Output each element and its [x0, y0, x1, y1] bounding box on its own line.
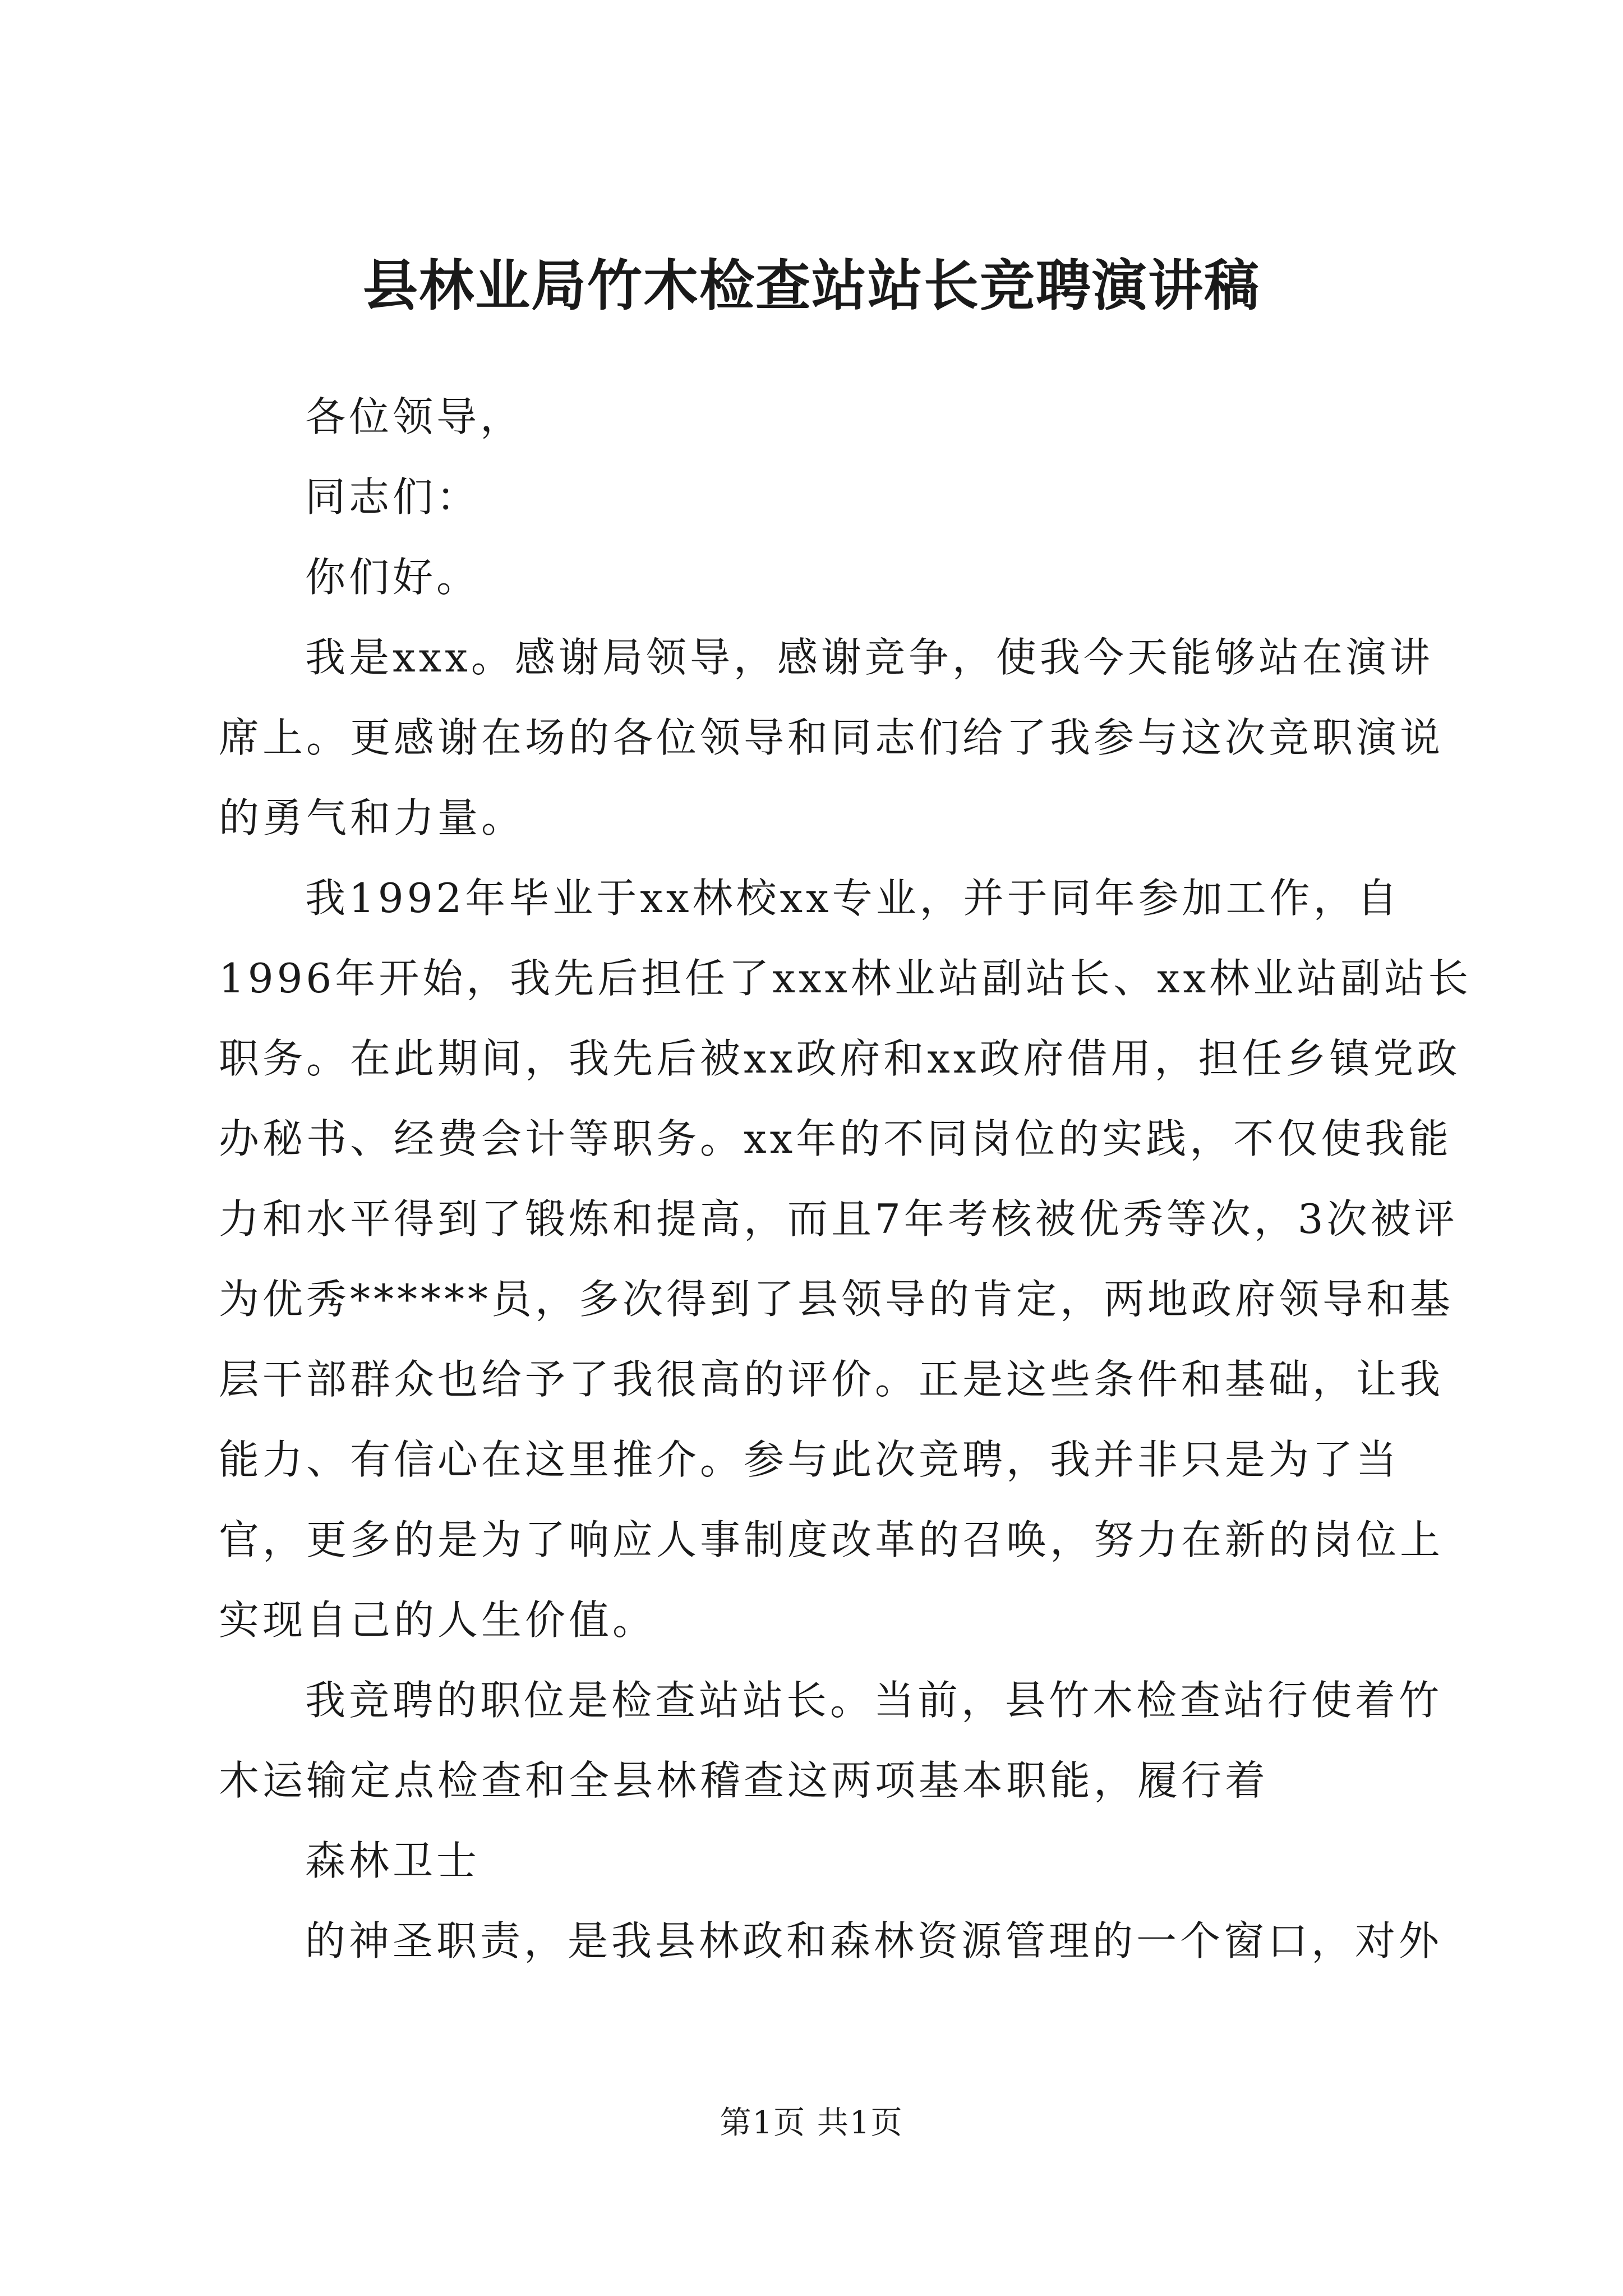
document-title: 县林业局竹木检查站站长竞聘演讲稿: [362, 254, 1260, 318]
greeting: 你们好。: [305, 554, 481, 601]
paragraph-position: 我竞聘的职位是检查站站长。当前，县竹木检查站行使着竹木运输定点检查和全县林稽查这两项基本职能，履行着: [219, 1677, 1443, 1804]
paragraph-experience: 我1992年毕业于xx林校xx专业，并于同年参加工作，自1996年开始，我先后担任了xxx林业站副站长、xx林业站副站长职务。在此期间，我先后被xx政府和xx政府借用，担任乡镇党政办秘书、经费会计等职务。xx年的不同岗位的实践，不仅使我能力和水平得到了锻炼和提高，而且7年考核被优秀等次，3次被评为优秀******员，多次得到了县领导的肯定，两地政府领导和基层干部群众也给予了我很高的评价。正是这些条件和基础，让我能力、有信心在这里推介。参与此次竞聘，我并非只是为了当官，更多的是为了响应人事制度改革的召唤，努力在新的岗位上实现自己的人生价值。: [219, 875, 1472, 1644]
salutation-leaders: 各位领导，: [305, 393, 524, 440]
salutation-comrades: 同志们：: [305, 473, 481, 521]
paragraph-duty: 的神圣职责，是我县林政和森林资源管理的一个窗口，对外: [305, 1917, 1443, 1964]
document-body: [219, 377, 1475, 1981]
paragraph-introduction: 我是xxx。感谢局领导，感谢竞争，使我今天能够站在演讲席上。更感谢在场的各位领导和同志们给了我参与这次竞职演说的勇气和力量。: [219, 634, 1444, 841]
page-footer: 第1页 共1页: [720, 2105, 903, 2141]
paragraph-forest-guard: 森林卫士: [305, 1837, 481, 1884]
